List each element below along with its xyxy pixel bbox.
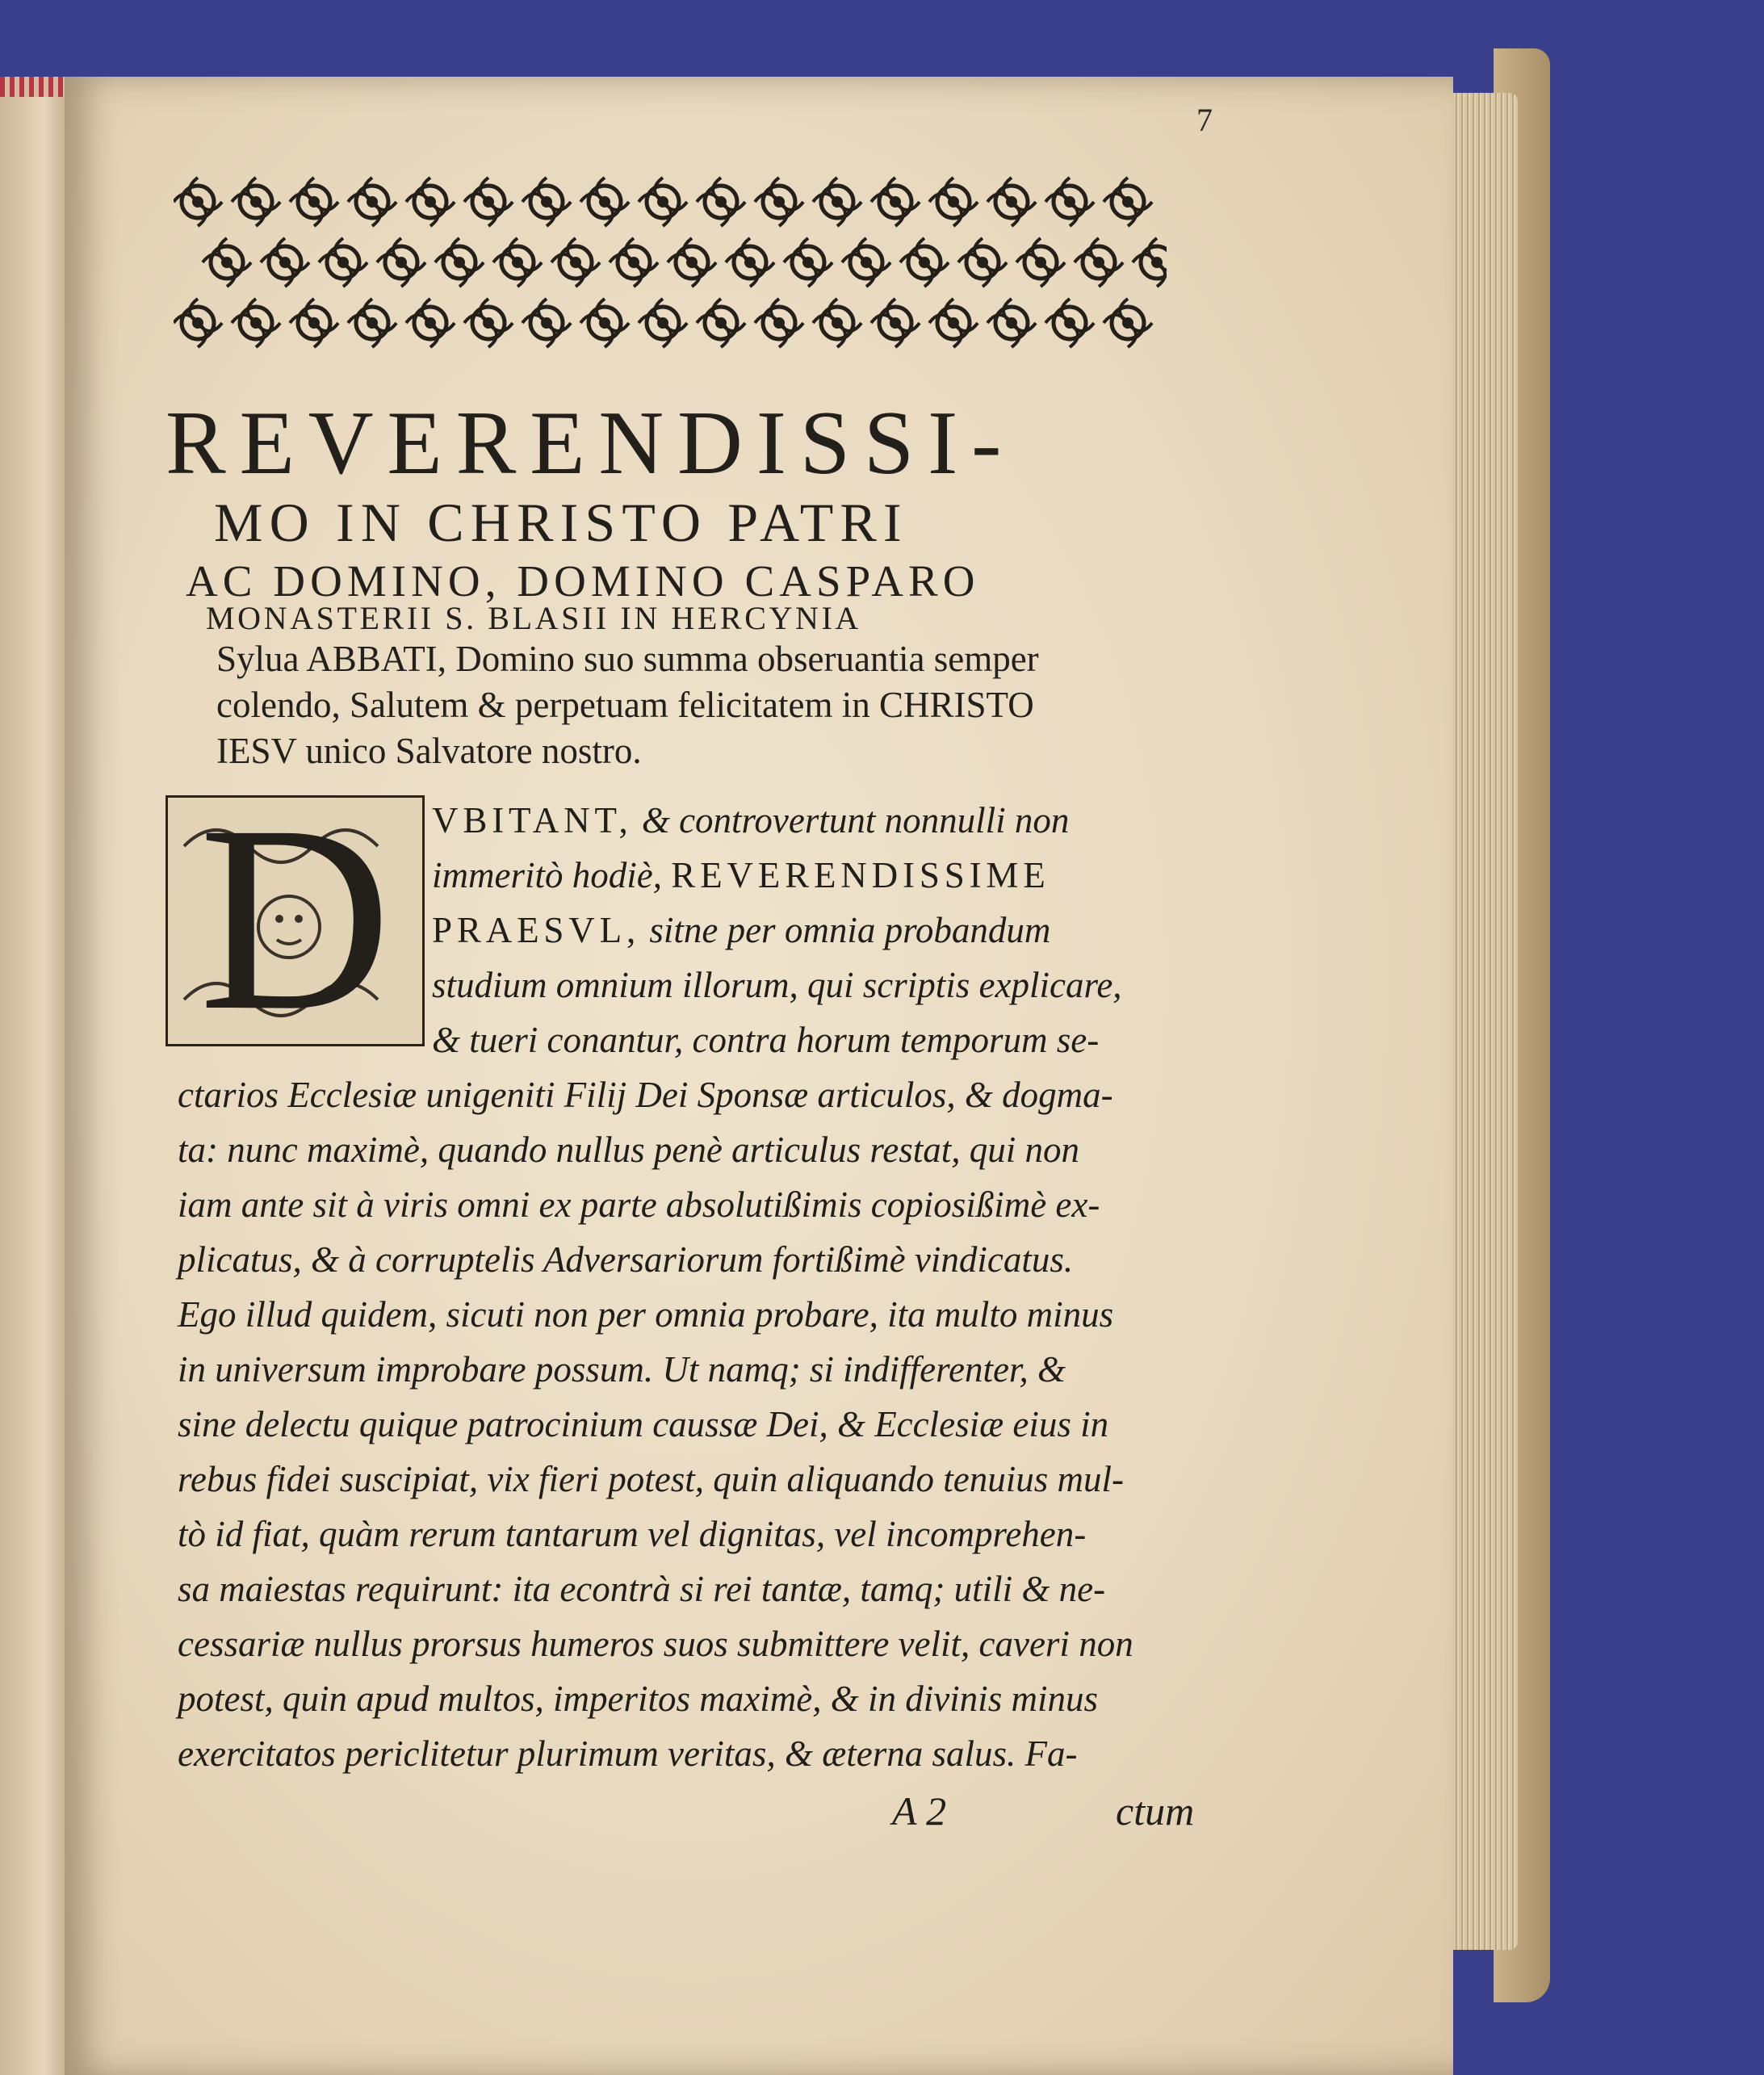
decorated-initial [166, 771, 425, 1066]
ornament-motif [435, 238, 484, 287]
ornament-motif [319, 238, 367, 287]
ornament-motif [464, 178, 513, 226]
ornament-motif [348, 299, 396, 347]
dedication-line-1: Sylua ABBATI, Domino suo summa obseruantia semper [216, 639, 1039, 679]
body-line-4: studium omnium illorum, qui scriptis explicare, [432, 965, 1122, 1005]
body-line-6: ctarios Ecclesiæ unigeniti Filij Dei Sponsæ articulos, & dogma- [178, 1075, 1113, 1115]
body-line-7: ta: nunc maximè, quando nullus penè articulus restat, qui non [178, 1130, 1079, 1170]
body-text: immeritò hodiè, [432, 855, 662, 895]
body-line-1 [432, 799, 1191, 841]
ornament-motif [668, 238, 716, 287]
body-line-2 [432, 854, 1191, 896]
ornament-motif [929, 178, 978, 226]
ornament-motif [232, 178, 280, 226]
ornament-motif [1133, 238, 1167, 287]
body-smallcaps: VBITANT, [432, 800, 633, 840]
body-text: sitne per omnia probandum [649, 910, 1051, 950]
ornament-motif [610, 238, 658, 287]
ornament-motif [203, 238, 251, 287]
ornament-motif [406, 178, 455, 226]
body-line-5: & tueri conantur, contra horum temporum se- [432, 1020, 1100, 1060]
body-text: & controvertunt nonnulli non [641, 800, 1070, 840]
ornament-motif [1104, 299, 1152, 347]
ornament-motif [522, 299, 571, 347]
ornament-motif [755, 299, 803, 347]
page-marker: 7 [1196, 102, 1213, 138]
catchword: ctum [1116, 1788, 1195, 1834]
body-line-8: iam ante sit à viris omni ex parte absolutißimis copiosißimè ex- [178, 1184, 1100, 1225]
ornament-motif [697, 299, 745, 347]
body-line-3 [432, 909, 1191, 951]
ornament-motif [639, 178, 687, 226]
ornament-motif [377, 238, 425, 287]
body-line-16: cessariæ nullus prorsus humeros suos submittere velit, caveri non [178, 1624, 1133, 1664]
ornament-motif [1016, 238, 1065, 287]
ornament-motif [813, 299, 861, 347]
ornament-motif [958, 238, 1007, 287]
ornament-motif [464, 299, 513, 347]
ornament-motif [580, 178, 629, 226]
ornament-motif [842, 238, 890, 287]
ornament-motif [929, 299, 978, 347]
dedication-line-3: IESV unico Salvatore nostro. [216, 731, 642, 771]
ornament-motif [871, 178, 920, 226]
ornament-motif [697, 178, 745, 226]
ornament-band [174, 166, 1167, 363]
body-line-15: sa maiestas requirunt: ita econtrà si rei tantæ, tamq; utili & ne- [178, 1569, 1106, 1609]
ornament-motif [290, 178, 338, 226]
heading-line-1: REVERENDISSI- [166, 393, 1016, 493]
ornament-motif [232, 299, 280, 347]
ornament-motif [900, 238, 949, 287]
ornament-motif [784, 238, 832, 287]
ornament-motif [1104, 178, 1152, 226]
body-line-12: sine delectu quique patrocinium caussæ Dei, & Ecclesiæ eius in [178, 1404, 1109, 1444]
body-line-18: exercitatos periclitetur plurimum veritas, & æterna salus. Fa- [178, 1733, 1078, 1774]
heading-line-3: AC DOMINO, DOMINO CASPARO [186, 556, 980, 606]
signature-mark: A 2 [892, 1788, 947, 1834]
body-smallcaps: PRAESVL, [432, 910, 641, 950]
ornament-motif [580, 299, 629, 347]
heading-line-2: MO IN CHRISTO PATRI [214, 492, 908, 553]
body-smallcaps: REVERENDISSIME [671, 855, 1050, 895]
ornament-motif [1045, 299, 1094, 347]
ornament-motif [406, 299, 455, 347]
body-line-10: Ego illud quidem, sicuti non per omnia probare, ita multo minus [178, 1294, 1114, 1335]
ornament-motif [174, 299, 222, 347]
body-line-13: rebus fidei suscipiat, vix fieri potest, quin aliquando tenuius mul- [178, 1459, 1124, 1499]
ornament-motif [987, 178, 1036, 226]
ornament-motif [1075, 238, 1123, 287]
ornament-motif [522, 178, 571, 226]
ornament-motif [1045, 178, 1094, 226]
ornament-motif [290, 299, 338, 347]
ornament-motif [493, 238, 542, 287]
heading-line-4: MONASTERII S. BLASII IN HERCYNIA [206, 600, 861, 636]
body-line-9: plicatus, & à corruptelis Adversariorum fortißimè vindicatus. [178, 1239, 1074, 1280]
ornament-motif [813, 178, 861, 226]
dedication-line-2: colendo, Salutem & perpetuam felicitatem in CHRISTO [216, 685, 1034, 725]
body-line-11: in universum improbare possum. Ut namq; si indifferenter, & [178, 1349, 1066, 1390]
ornament-motif [639, 299, 687, 347]
ornament-motif [871, 299, 920, 347]
body-line-14: tò id fiat, quàm rerum tantarum vel dignitas, vel incomprehen- [178, 1514, 1087, 1554]
ornament-motif [987, 299, 1036, 347]
ornament-motif [726, 238, 774, 287]
body-line-17: potest, quin apud multos, imperitos maximè, & in divinis minus [178, 1679, 1098, 1719]
ornament-motif [261, 238, 309, 287]
ornament-motif [174, 178, 222, 226]
ornament-motif [551, 238, 600, 287]
ornament-motif [755, 178, 803, 226]
ornament-motif [348, 178, 396, 226]
initial-letter: D [199, 771, 392, 1066]
page-fore-edge [1453, 93, 1518, 1950]
